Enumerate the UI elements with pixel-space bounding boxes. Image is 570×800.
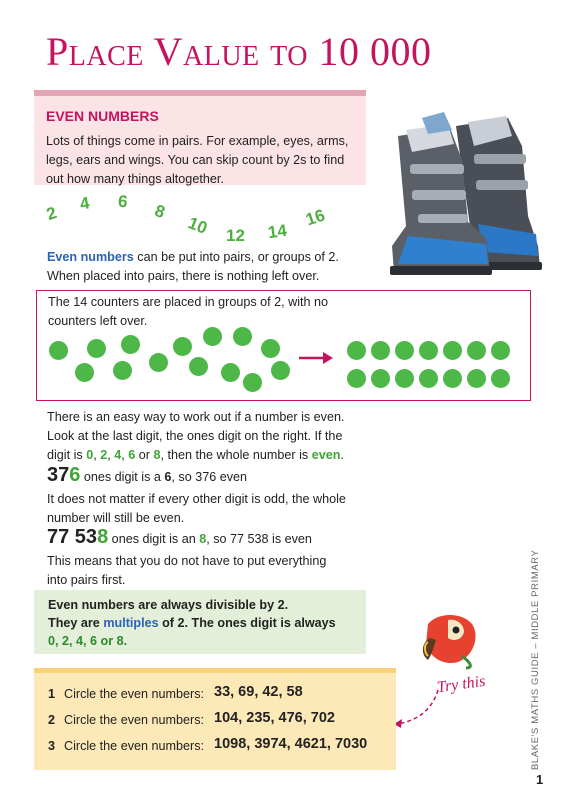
- even-digit: 0: [86, 448, 94, 462]
- counter: [419, 369, 438, 388]
- easy-way-text: There is an easy way to work out if a number is even. Look at the last digit, the ones digit on the right. If the digit is: [47, 410, 345, 462]
- counter: [395, 341, 414, 360]
- easy-way-paragraph: There is an easy way to work out if a number is even. Look at the last digit, the ones digit on the right. If the digit is 0, 2, 4, 6 or 8, then the whole number is even.: [47, 410, 345, 462]
- counter: [203, 327, 222, 346]
- example-77538: [47, 526, 312, 549]
- counter: [443, 341, 462, 360]
- question-numbers: 33, 69, 42, 58: [214, 684, 303, 700]
- rule-digits: 0, 2, 4, 6 or 8.: [48, 634, 128, 648]
- example-number: [47, 464, 80, 486]
- counter: [467, 369, 486, 388]
- counter: [261, 339, 280, 358]
- rule-text-part: of 2. The ones digit is always: [158, 616, 336, 630]
- even-numbers-intro: Lots of things come in pairs. For example, eyes, arms, legs, ears and wings. You can skip count by 2s to find out how many things altogether.: [46, 134, 349, 186]
- even-digit: 6: [128, 448, 136, 462]
- even-word: even: [311, 448, 341, 462]
- counter: [271, 361, 290, 380]
- question-number: 3: [48, 739, 56, 753]
- skip-count-number: 16: [303, 205, 328, 230]
- skip-count-number: 8: [152, 201, 168, 223]
- multiples-term: multiples: [103, 616, 159, 630]
- book-title: BLAKE'S MATHS GUIDE – MIDDLE PRIMARY: [530, 549, 541, 770]
- counter: [491, 341, 510, 360]
- example-text: ones digit is a: [80, 470, 165, 484]
- skip-count-number: 14: [266, 220, 289, 243]
- question-label: Circle the even numbers:: [64, 713, 204, 727]
- counter: [121, 335, 140, 354]
- example-text: , so 376 even: [171, 470, 248, 484]
- skip-count-number: 12: [226, 226, 245, 245]
- counter: [233, 327, 252, 346]
- example-number: [47, 526, 108, 548]
- easy-way-text: , then the whole number is: [160, 448, 312, 462]
- rule-text: [48, 596, 368, 650]
- example-digit: 8: [199, 532, 207, 546]
- easy-way-end: .: [340, 448, 344, 462]
- pairs-note: This means that you do not have to put everything into pairs first.: [47, 554, 327, 587]
- even-numbers-definition-text: can be put into pairs, or groups of 2. When placed into pairs, there is nothing left over.: [47, 250, 339, 283]
- counter: [419, 341, 438, 360]
- counter: [347, 341, 366, 360]
- question-row: [48, 710, 335, 727]
- question-numbers: 104, 235, 476, 702: [214, 710, 335, 726]
- dashed-arrow-icon: [388, 686, 448, 736]
- counter: [347, 369, 366, 388]
- question-number: 2: [48, 713, 56, 727]
- try-this-box: [34, 668, 396, 770]
- counter: [371, 341, 390, 360]
- counter: [173, 337, 192, 356]
- example-text: ones digit is an: [108, 532, 200, 546]
- example-number-prefix: 77 53: [47, 526, 98, 548]
- even-numbers-box: [34, 90, 366, 185]
- even-digit: 8: [153, 448, 161, 462]
- counter: [87, 339, 106, 358]
- counter: [395, 369, 414, 388]
- counter: [113, 361, 132, 380]
- example-number-prefix: 37: [47, 464, 70, 486]
- odd-digits-note: It does not matter if every other digit is odd, the whole number will still be even.: [47, 492, 346, 525]
- counter: [443, 369, 462, 388]
- rule-line: [48, 614, 368, 632]
- skip-count-number: 6: [117, 191, 129, 212]
- example-ones-digit: 6: [69, 464, 81, 486]
- question-row: [48, 684, 303, 701]
- counter: [149, 353, 168, 372]
- rule-text-part: They are: [48, 616, 104, 630]
- counters-text: The 14 counters are placed in groups of 2, with no counters left over.: [48, 295, 329, 328]
- try-this-label: Try this: [435, 672, 487, 697]
- counters-box: [36, 290, 531, 401]
- counter: [467, 341, 486, 360]
- example-376: [47, 464, 247, 487]
- counter: [221, 363, 240, 382]
- counter: [371, 369, 390, 388]
- parrot-icon: [418, 610, 482, 670]
- example-text: , so 77 538 is even: [206, 532, 312, 546]
- ski-boots-image: [378, 106, 546, 278]
- question-number: 1: [48, 687, 56, 701]
- rule-line: Even numbers are always divisible by 2.: [48, 598, 289, 612]
- skip-count-number: 10: [185, 213, 210, 238]
- counter: [243, 373, 262, 392]
- question-numbers: 1098, 3974, 4621, 7030: [214, 736, 368, 752]
- sidebar-text: [530, 540, 546, 770]
- example-ones-digit: 8: [97, 526, 109, 548]
- skip-count-number: 4: [78, 193, 91, 214]
- counter: [491, 369, 510, 388]
- counter: [189, 357, 208, 376]
- question-row: [48, 736, 368, 753]
- arrow-right-icon: [299, 351, 333, 365]
- page-title: Place Value to 10 000: [46, 29, 432, 74]
- counter: [49, 341, 68, 360]
- rule-box: [34, 590, 366, 654]
- counter: [75, 363, 94, 382]
- even-digit: 4: [114, 448, 122, 462]
- page-number: 1: [536, 772, 544, 787]
- even-digit: 2: [100, 448, 108, 462]
- even-numbers-definition: [47, 248, 367, 286]
- question-label: Circle the even numbers:: [64, 687, 204, 701]
- skip-count-number: 2: [44, 203, 60, 225]
- question-label: Circle the even numbers:: [64, 739, 204, 753]
- even-numbers-heading: EVEN NUMBERS: [46, 108, 159, 124]
- example-digit: 6: [164, 470, 172, 484]
- even-numbers-term: Even numbers: [47, 250, 134, 264]
